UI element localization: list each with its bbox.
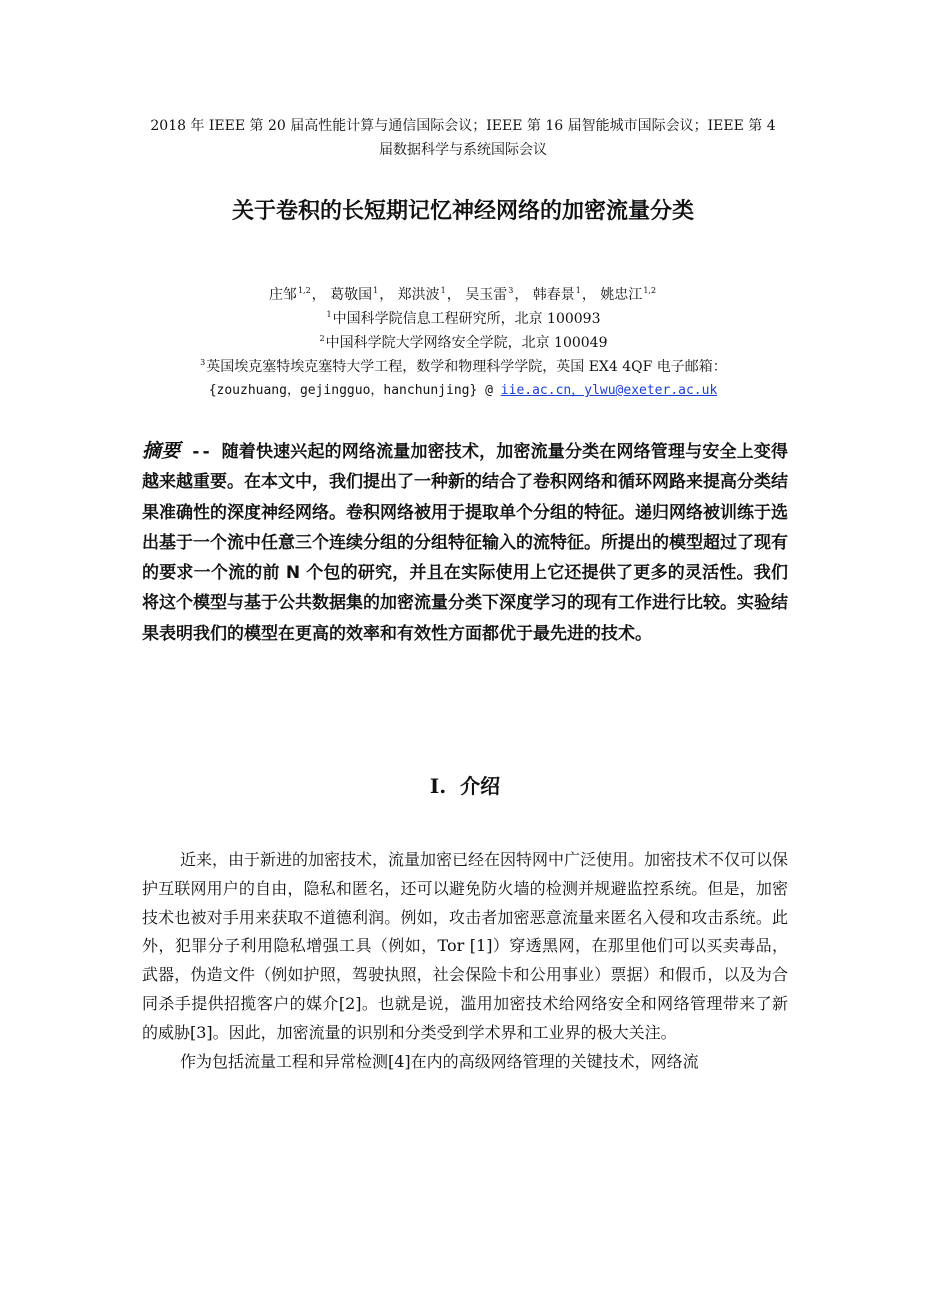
email-link[interactable]: iie.ac.cn，ylwu@exeter.ac.uk — [500, 383, 718, 398]
paragraph: 近来，由于新进的加密技术，流量加密已经在因特网中广泛使用。加密技术不仅可以保护互联网用户的自由，隐私和匿名，还可以避免防火墙的检测并规避监控系统。但是，加密技术也被对手用来获取不道德利润。例如，攻击者加密恶意流量来匿名入侵和攻击系统。此外，犯罪分子利用隐私增强工具（例如，Tor [1]）穿透黑网，在那里他们可以买卖毒品，武器，伪造文件（例如护照，驾驶执照，社会保险卡和公用事业）票据）和假币，以及为合同杀手提供招揽客户的媒介[2]。也就是说，滥用加密技术给网络安全和网络管理带来了新的威胁[3]。因此，加密流量的识别和分类受到学术界和工业界的极大关注。 — [142, 850, 789, 1042]
section-number: I. — [429, 774, 447, 798]
section-title: 介绍 — [460, 774, 501, 798]
conference-line-2: 届数据科学与系统国际会议 — [379, 142, 547, 158]
affiliation-1: $^1$中国科学院信息工程研究所，北京 100093 — [326, 310, 601, 327]
author: 庄邹$^{1,2}$， — [268, 286, 326, 303]
author: 郑洪波$^1$， — [397, 286, 461, 303]
affiliation-2: $^2$中国科学院大学网络安全学院，北京 100049 — [319, 334, 608, 351]
paper-title: 关于卷积的长短期记忆神经网络的加密流量分类 — [231, 199, 694, 224]
affiliation-3: $^3$英国埃克塞特埃克塞特大学工程，数学和物理科学学院，英国 EX4 4QF 电子邮箱： — [200, 358, 727, 375]
email-line — [60, 379, 866, 403]
section-heading — [142, 770, 788, 802]
author: 吴玉雷$^3$， — [465, 286, 529, 303]
author: 葛敬国$^1$， — [330, 286, 394, 303]
body-text — [142, 846, 788, 1076]
author: 姚忠江$^{1,2}$ — [600, 286, 657, 303]
abstract — [142, 436, 788, 649]
author-block — [60, 283, 866, 403]
author-list — [60, 283, 866, 307]
email-prefix: {zouzhuang，gejingguo，hanchunjing} @ — [208, 383, 501, 398]
abstract-heading: 摘要 — [142, 440, 181, 462]
author: 韩春景$^1$， — [532, 286, 596, 303]
abstract-text: 随着快速兴起的网络流量加密技术，加密流量分类在网络管理与安全上变得越来越重要。在本文中，我们提出了一种新的结合了卷积网络和循环网路来提高分类结果准确性的深度神经网络。卷积网络被用于提取单个分组的特征。递归网络被训练于选出基于一个流中任意三个连续分组的分组特征输入的流特征。所提出的模型超过了现有的要求一个流的前 N 个包的研究，并且在实际使用上它还提供了更多的灵活性。我们将这个模型与基于公共数据集的加密流量分类下深度学习的现有工作进行比较。实验结果表明我们的模型在更高的效率和有效性方面都优于最先进的技术。 — [142, 442, 788, 644]
conference-line-1: 2018 年 IEEE 第 20 届高性能计算与通信国际会议；IEEE 第 16 届智能城市国际会议；IEEE 第 4 — [150, 118, 776, 134]
abstract-dash: -- — [180, 442, 222, 462]
conference-header — [110, 114, 816, 162]
paragraph: 作为包括流量工程和异常检测[4]在内的高级网络管理的关键技术，网络流 — [180, 1051, 699, 1071]
